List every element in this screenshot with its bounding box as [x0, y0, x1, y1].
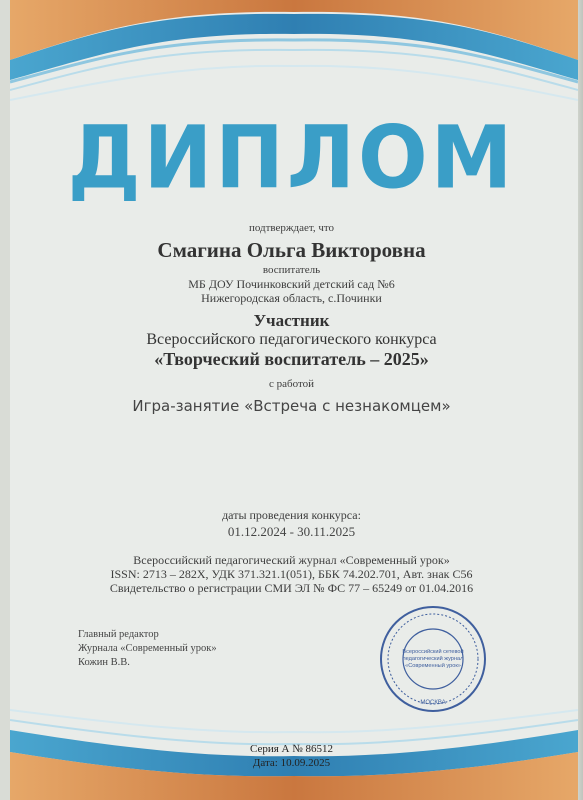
- contest-title: «Творческий воспитатель – 2025»: [154, 349, 429, 369]
- journal-name: Всероссийский педагогический журнал «Современный урок»: [133, 553, 450, 567]
- seal-text-2: педагогический журнал: [402, 656, 464, 662]
- series-number: Серия А № 86512: [250, 743, 333, 755]
- recipient-location: Нижегородская область, с.Починки: [201, 291, 382, 305]
- journal-seal: [378, 604, 488, 714]
- registration-text: Свидетельство о регистрации СМИ ЭЛ № ФС 77 – 65249 от 01.04.2016: [109, 581, 474, 595]
- seal-city: МОСКВА: [420, 700, 446, 706]
- dates-label: даты проведения конкурса:: [222, 508, 361, 522]
- chief-editor-block: [78, 628, 217, 670]
- seal-text-1: Всероссийский сетевой: [402, 649, 464, 655]
- issn-text: ISSN: 2713 – 282X, УДК 371.321.1(051), ББК 74.202.701, Авт. знак С56: [110, 567, 473, 581]
- top-decoration: [10, 0, 578, 120]
- recipient-name: Смагина Ольга Викторовна: [157, 238, 426, 262]
- confirms-text: подтверждает, что: [248, 222, 335, 234]
- work-title: Игра-занятие «Встреча с незнакомцем»: [132, 397, 451, 415]
- contest-dates: 01.12.2024 - 30.11.2025: [227, 524, 356, 539]
- contest-name: Всероссийского педагогического конкурса: [146, 331, 437, 348]
- editor-title: Главный редактор: [78, 629, 159, 640]
- recipient-position: воспитатель: [262, 264, 321, 276]
- participant-status: Участник: [253, 311, 330, 330]
- seal-text-3: «Современный урок»: [405, 663, 461, 669]
- recipient-organization: МБ ДОУ Починковский детский сад №6: [188, 277, 395, 291]
- with-work-text: с работой: [268, 378, 314, 390]
- issue-date: Дата: 10.09.2025: [252, 757, 331, 769]
- editor-name: Кожин В.В.: [78, 657, 130, 668]
- diploma-title: ДИПЛОМ: [67, 108, 516, 209]
- editor-journal: Журнала «Современный урок»: [78, 643, 217, 654]
